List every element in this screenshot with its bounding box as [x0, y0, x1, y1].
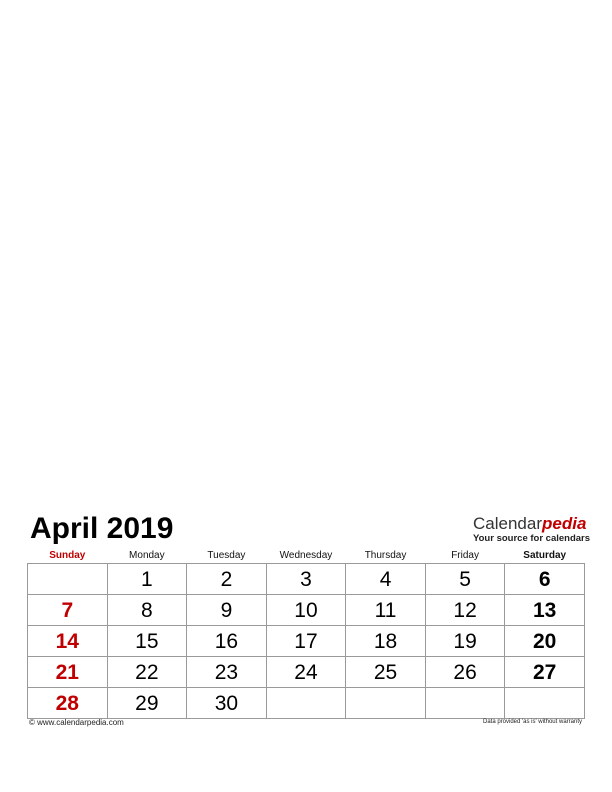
day-cell: 1 [107, 564, 187, 595]
weekday-sunday: Sunday [49, 550, 86, 561]
week-row [28, 657, 585, 688]
day-cell [425, 688, 505, 719]
weekday-saturday: Saturday [523, 550, 567, 561]
day-cell: 9 [187, 595, 267, 626]
week-row [28, 688, 585, 719]
day-cell: 16 [187, 626, 267, 657]
day-cell: 21 [28, 657, 108, 688]
day-cell: 14 [28, 626, 108, 657]
day-cell: 18 [346, 626, 426, 657]
footer-copyright: © www.calendarpedia.com [29, 718, 124, 727]
weekday-monday: Monday [129, 550, 165, 561]
weekday-header-row [28, 548, 585, 564]
weekday-wednesday: Wednesday [279, 550, 333, 561]
brand-name [473, 514, 587, 533]
weekday-tuesday: Tuesday [207, 550, 246, 561]
day-cell: 13 [505, 595, 585, 626]
footer-disclaimer: Data provided 'as is' without warranty [482, 719, 582, 725]
day-cell: 2 [187, 564, 267, 595]
weekday-thursday: Thursday [364, 550, 407, 561]
day-cell: 15 [107, 626, 187, 657]
week-row [28, 626, 585, 657]
day-cell: 27 [505, 657, 585, 688]
day-cell [346, 688, 426, 719]
brand-tagline: Your source for calendars [473, 533, 591, 544]
day-cell: 19 [425, 626, 505, 657]
day-cell: 4 [346, 564, 426, 595]
brand-name-part2: pedia [542, 514, 587, 533]
day-cell: 29 [107, 688, 187, 719]
calendar-title: April 2019 [30, 512, 174, 545]
day-cell: 25 [346, 657, 426, 688]
day-cell: 5 [425, 564, 505, 595]
brand-name-part1: Calendar [473, 514, 542, 533]
day-cell [266, 688, 346, 719]
day-cell: 10 [266, 595, 346, 626]
day-cell: 17 [266, 626, 346, 657]
day-cell [28, 564, 108, 595]
calendarpedia-logo [473, 514, 591, 544]
week-row [28, 564, 585, 595]
day-cell: 30 [187, 688, 267, 719]
day-cell: 11 [346, 595, 426, 626]
day-cell: 28 [28, 688, 108, 719]
week-row [28, 595, 585, 626]
day-cell: 23 [187, 657, 267, 688]
day-cell: 20 [505, 626, 585, 657]
day-cell: 26 [425, 657, 505, 688]
day-cell: 22 [107, 657, 187, 688]
day-cell: 7 [28, 595, 108, 626]
day-cell: 24 [266, 657, 346, 688]
day-cell [505, 688, 585, 719]
day-cell: 3 [266, 564, 346, 595]
calendar-grid [27, 548, 585, 719]
day-cell: 8 [107, 595, 187, 626]
weekday-friday: Friday [451, 550, 479, 561]
day-cell: 12 [425, 595, 505, 626]
day-cell: 6 [505, 564, 585, 595]
